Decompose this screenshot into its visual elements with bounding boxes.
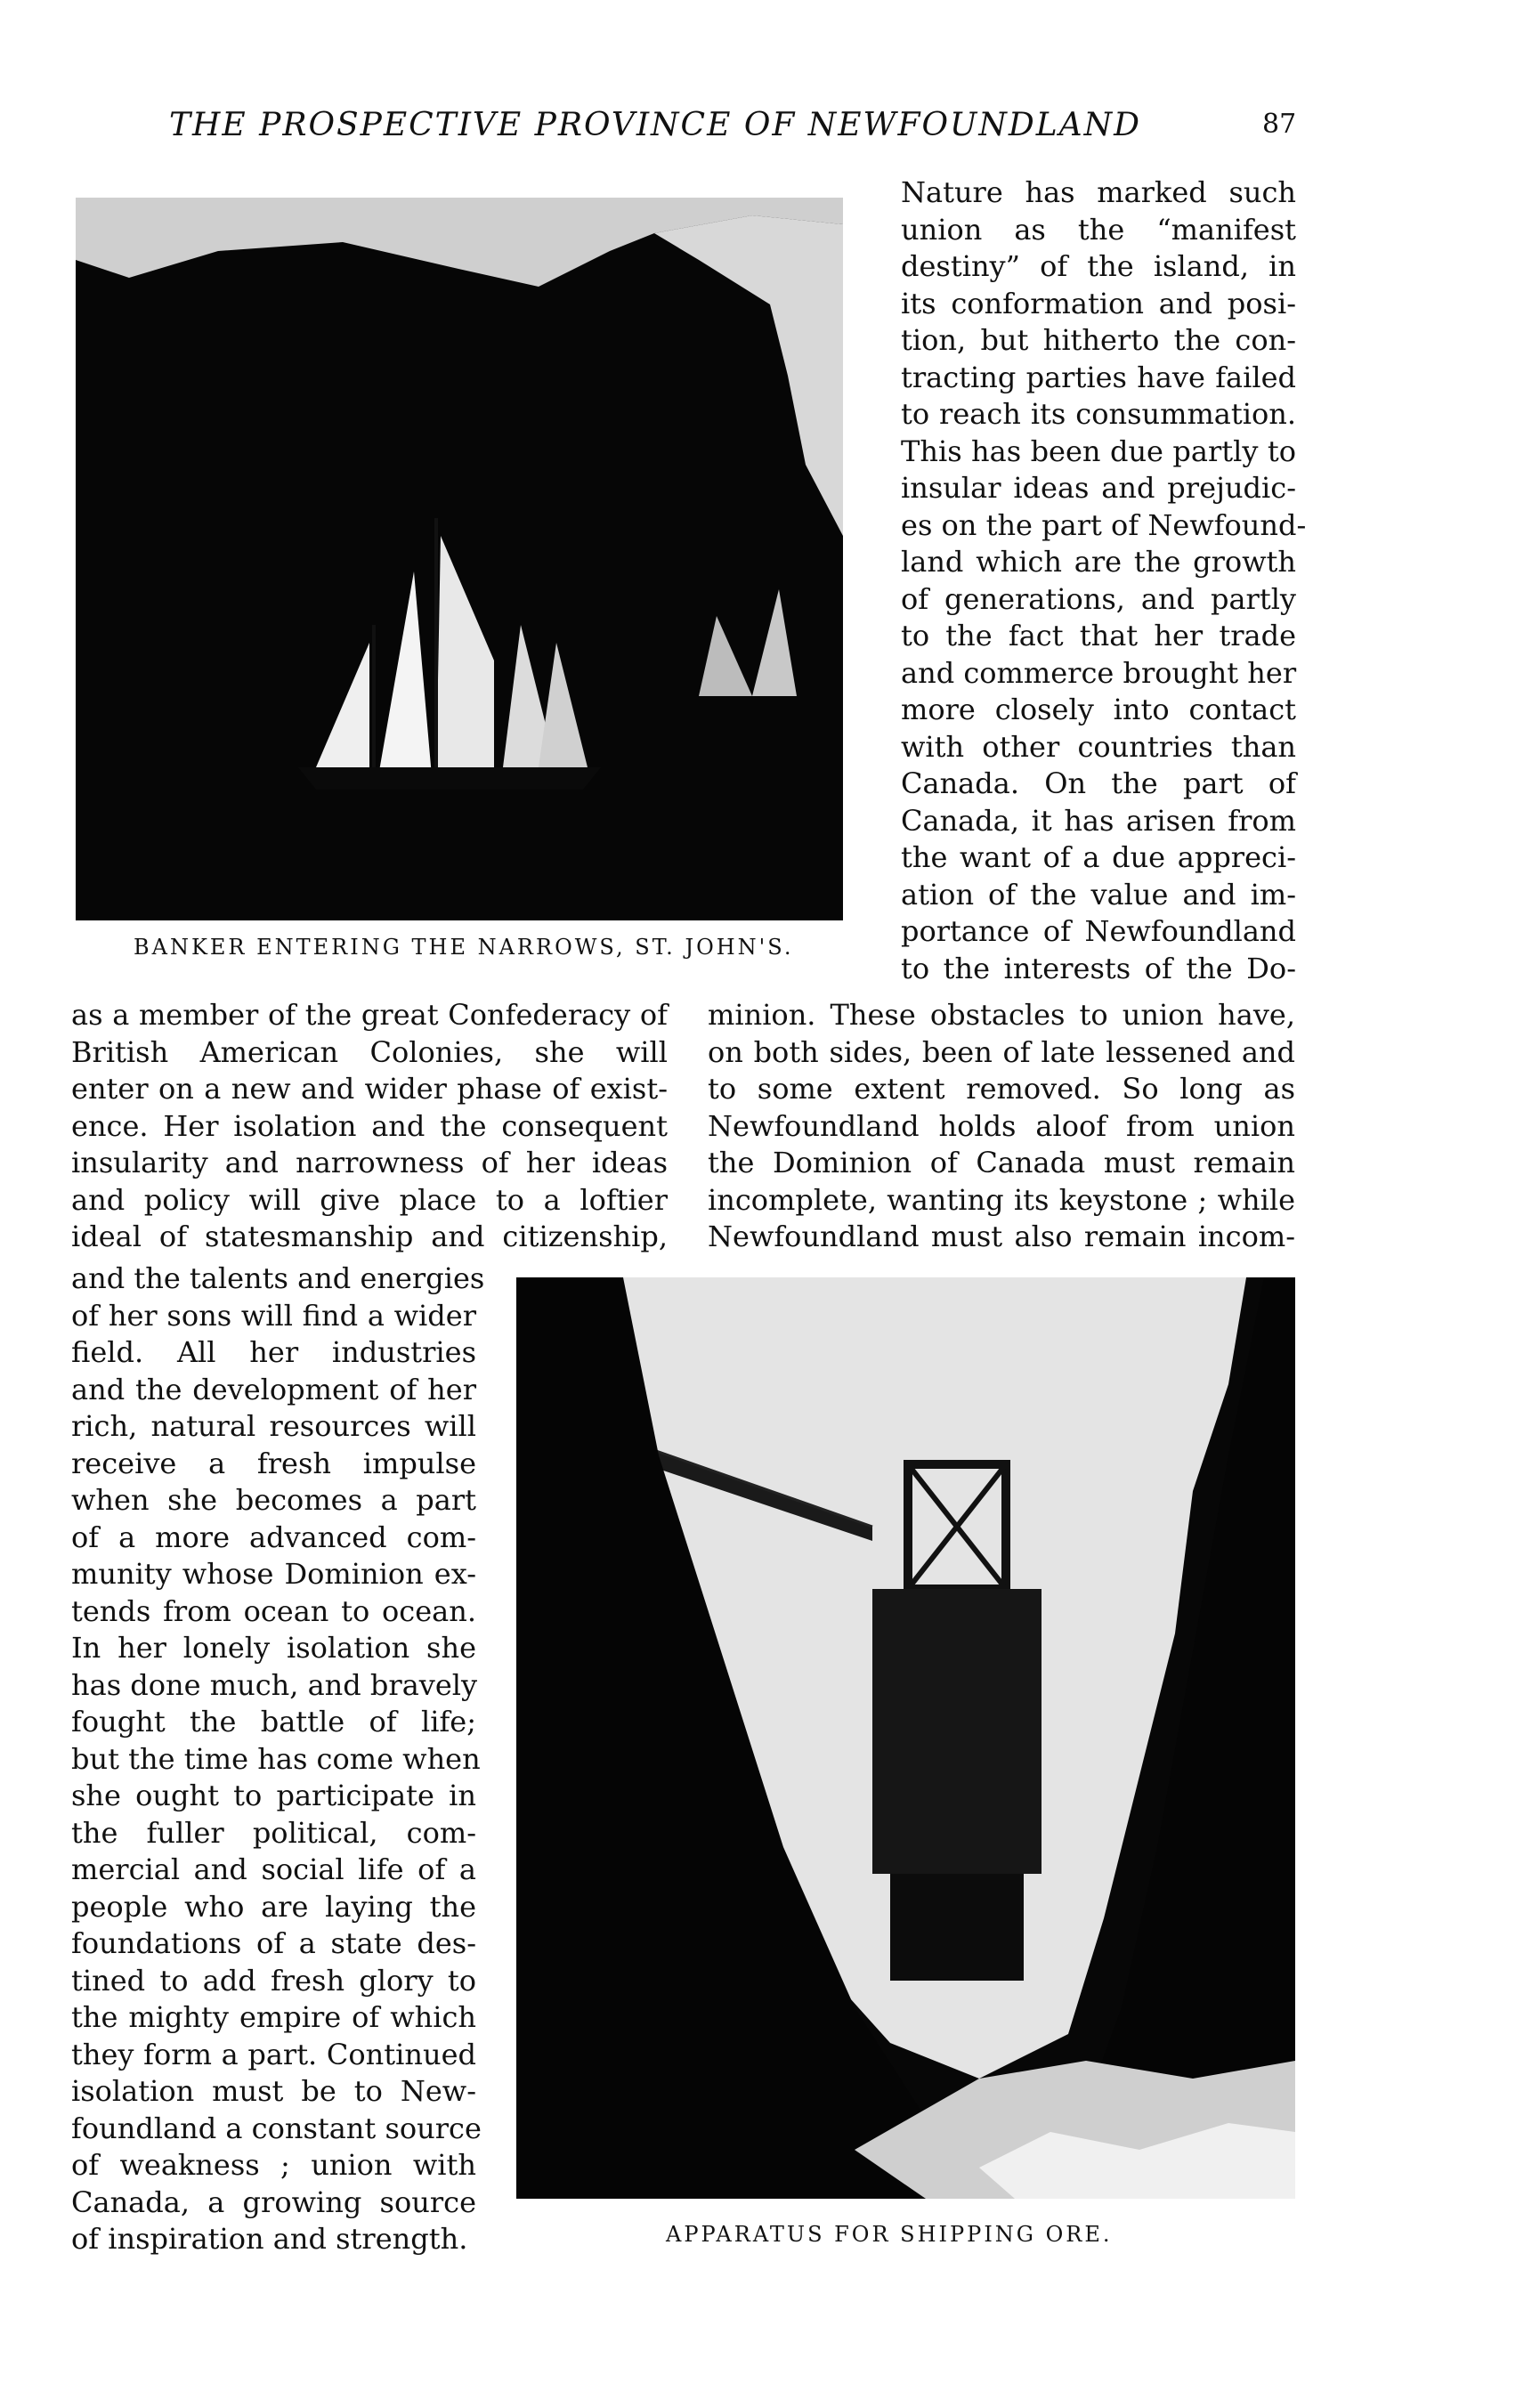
photo-ore-apparatus — [516, 1277, 1295, 2199]
text-line: Newfoundland must also remain incom- — [708, 1220, 1295, 1253]
text-line: to reach its consummation. — [901, 397, 1296, 431]
text-line: Newfoundland holds aloof from union — [708, 1108, 1295, 1143]
text-line: munity whose Dominion ex- — [71, 1557, 476, 1591]
text-line: enter on a new and wider phase of exist- — [71, 1072, 668, 1106]
text-line: but the time has come when — [71, 1741, 481, 1776]
right-column-mid — [708, 997, 1295, 1256]
text-line: Canada, a growing source — [71, 2184, 476, 2219]
text-line: the mighty empire of which — [71, 2000, 476, 2034]
text-line: incomplete, wanting its keystone ; while — [708, 1182, 1295, 1217]
text-line: more closely into contact — [901, 693, 1296, 726]
text-line: ideal of statesmanship and citizenship, — [71, 1220, 668, 1253]
text-line: tracting parties have failed — [901, 360, 1296, 394]
text-line: she ought to participate in — [71, 1779, 476, 1812]
text-line: tion, but hitherto the con- — [901, 323, 1296, 357]
text-line: Canada. On the part of — [901, 766, 1296, 800]
text-line: mercial and social life of a — [71, 1852, 476, 1886]
right-column-top — [901, 174, 1307, 987]
text-line: its conformation and posi- — [901, 286, 1296, 320]
photo-banker-narrows — [76, 198, 843, 920]
running-head: THE PROSPECTIVE PROVINCE OF NEWFOUNDLAND — [169, 107, 1142, 143]
text-line: and policy will give place to a loftier — [71, 1182, 668, 1217]
caption-ore-apparatus: APPARATUS FOR SHIPPING ORE. — [666, 2222, 1113, 2247]
text-line: minion. These obstacles to union have, — [708, 998, 1295, 1032]
text-line: people who are laying the — [71, 1889, 476, 1924]
text-line: es on the part of Newfound- — [901, 507, 1307, 542]
text-line: foundland a constant source — [71, 2111, 482, 2145]
left-column-mid — [71, 997, 668, 1256]
photo-banker-narrows-image — [76, 198, 843, 920]
text-line: receive a fresh impulse — [71, 1446, 476, 1480]
text-line: foundations of a state des- — [71, 1926, 476, 1960]
text-line: of generations, and partly — [901, 581, 1296, 616]
text-line: portance of Newfoundland — [901, 914, 1296, 948]
text-line: of weakness ; union with — [71, 2148, 476, 2182]
page-number: 87 — [1262, 109, 1297, 140]
text-line: fought the battle of life; — [71, 1705, 476, 1739]
text-line: British American Colonies, she will — [71, 1034, 668, 1069]
photo-ore-apparatus-image — [516, 1277, 1295, 2199]
text-line: insularity and narrowness of her ideas — [71, 1146, 668, 1179]
text-line: of inspiration and strength. — [71, 2222, 468, 2256]
text-line: as a member of the great Confederacy of — [71, 998, 668, 1032]
text-line: ation of the value and im- — [901, 877, 1296, 912]
text-line: destiny” of the island, in — [901, 249, 1296, 283]
text-line: to some extent removed. So long as — [708, 1072, 1295, 1106]
text-line: tends from ocean to ocean. — [71, 1593, 476, 1628]
text-line: of a more advanced com- — [71, 1520, 476, 1554]
text-line: the Dominion of Canada must remain — [708, 1146, 1295, 1179]
text-line: Nature has marked such — [901, 175, 1296, 209]
text-line: the want of a due appreci- — [901, 840, 1296, 874]
text-line: isolation must be to New- — [71, 2074, 476, 2108]
text-line: on both sides, been of late lessened and — [708, 1034, 1295, 1069]
text-line: and the development of her — [71, 1372, 476, 1406]
text-line: to the interests of the Do- — [901, 951, 1296, 985]
text-line: to the fact that her trade — [901, 619, 1296, 652]
text-line: Canada, it has arisen from — [901, 803, 1296, 838]
text-line: union as the “manifest — [901, 212, 1296, 247]
left-column-bottom — [71, 1260, 485, 2258]
text-line: In her lonely isolation she — [71, 1631, 476, 1665]
text-line: of her sons will find a wider — [71, 1298, 476, 1333]
text-line: This has been due partly to — [901, 434, 1296, 468]
text-line: insular ideas and prejudic- — [901, 471, 1296, 505]
text-line: field. All her industries — [71, 1335, 476, 1369]
text-line: rich, natural resources will — [71, 1409, 476, 1443]
text-line: when she becomes a part — [71, 1483, 476, 1517]
text-line: land which are the growth — [901, 545, 1296, 579]
text-line: they form a part. Continued — [71, 2037, 476, 2071]
text-line: the fuller political, com- — [71, 1815, 476, 1850]
text-line: has done much, and bravely — [71, 1667, 478, 1702]
caption-banker-narrows: BANKER ENTERING THE NARROWS, ST. JOHN'S. — [134, 935, 794, 960]
text-line: tined to add fresh glory to — [71, 1963, 476, 1998]
text-line: and the talents and energies — [71, 1261, 485, 1295]
text-line: ence. Her isolation and the consequent — [71, 1108, 668, 1143]
text-line: with other countries than — [901, 729, 1296, 764]
text-line: and commerce brought her — [901, 655, 1297, 690]
